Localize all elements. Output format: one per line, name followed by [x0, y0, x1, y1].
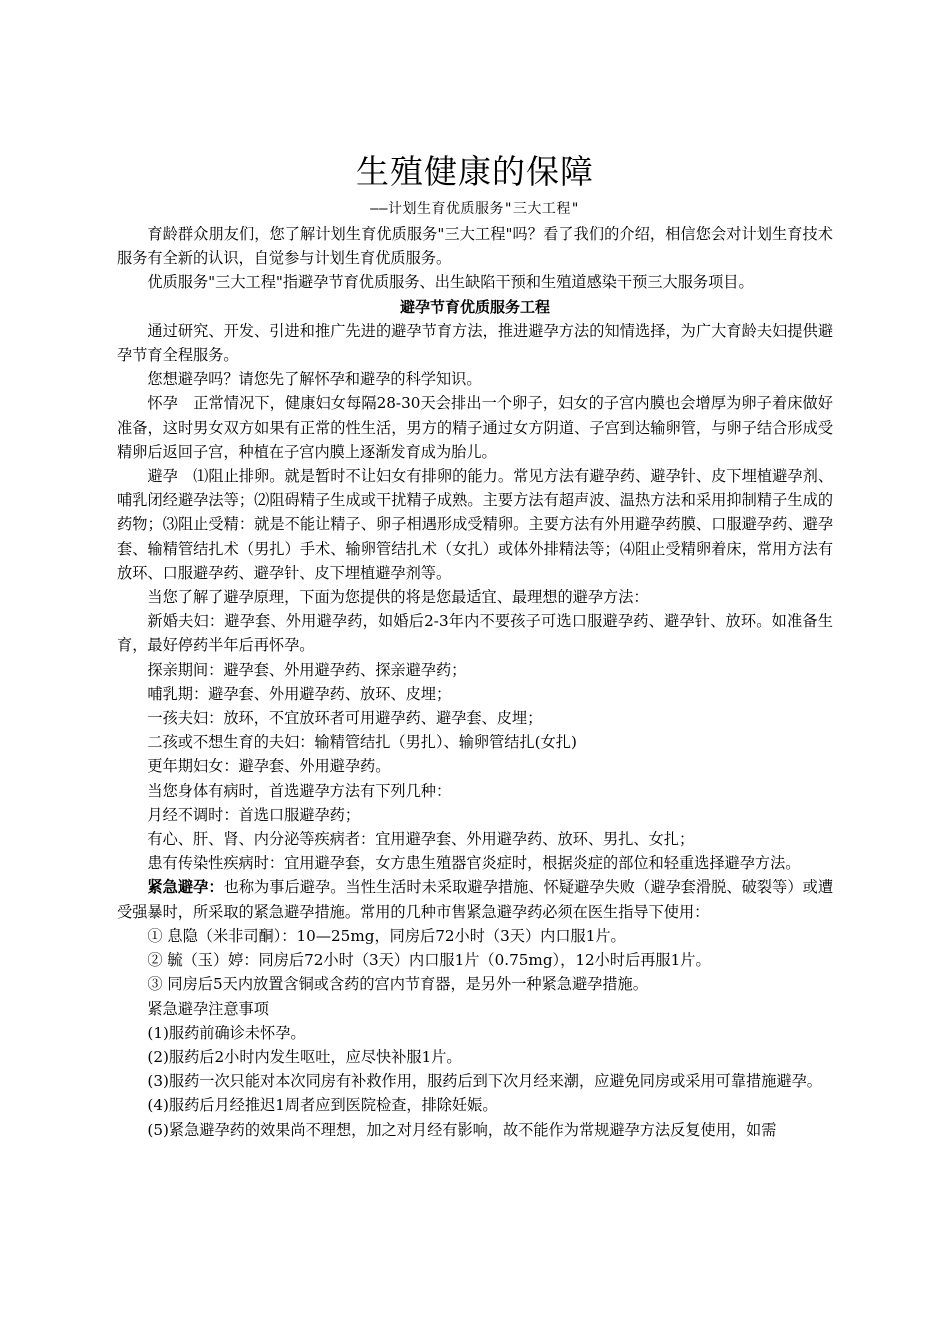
- page-subtitle: ——计划生育优质服务"三大工程": [370, 201, 580, 217]
- list-item: 一孩夫妇：放环，不宜放环者可用避孕药、避孕套、皮埋；: [147, 709, 543, 728]
- section-heading: 避孕节育优质服务工程: [399, 297, 550, 316]
- intro-paragraph: 育龄群众朋友们，您了解计划生育优质服务"三大工程"吗？看了我们的介绍，相信您会对计划生育技术服务有全新的认识，自觉参与计划生育优质服务。: [117, 225, 833, 268]
- list-item: 二孩或不想生育的夫妇：输精管结扎（男扎）、输卵管结扎(女扎): [147, 733, 577, 752]
- list-item: (3)服药一次只能对本次同房有补救作用，服药后到下次月经来潮，应避免同房或采用可靠措施避孕。: [147, 1072, 822, 1091]
- list-item: 月经不调时：首选口服避孕药；: [147, 805, 361, 824]
- list-item: 患有传染性疾病时：宜用避孕套，女方患生殖器官炎症时，根据炎症的部位和轻重选择避孕方法。: [147, 854, 801, 873]
- list-item: ① 息隐（米非司酮）：10—25mg，同房后72小时（3天）内口服1片。: [147, 926, 626, 945]
- body-paragraph: 避孕 ⑴阻止排卵。就是暂时不让妇女有排卵的能力。常见方法有避孕药、避孕针、皮下埋植避孕剂、哺乳闭经避孕法等；⑵阻碍精子生成或干扰精子成熟。主要方法有超声波、温热方法和采用抑制精子生成的药物；⑶阻止受精：就是不能让精子、卵子相遇形成受精卵。主要方法有外用避孕药膜、口服避孕药、避孕套、输精管结扎术（男扎）手术、输卵管结扎术（女扎）或体外排精法等；⑷阻止受精卵着床，常用方法有放环、口服避孕药、避孕针、皮下埋植避孕剂等。: [117, 467, 833, 582]
- list-item: 哺乳期：避孕套、外用避孕药、放环、皮埋；: [147, 684, 452, 703]
- list-item: (1)服药前确诊未怀孕。: [147, 1023, 306, 1042]
- list-item: (4)服药后月经推迟1周者应到医院检查，排除妊娠。: [147, 1096, 498, 1115]
- body-paragraph: 通过研究、开发、引进和推广先进的避孕节育方法，推进避孕方法的知情选择，为广大育龄夫妇提供避孕节育全程服务。: [117, 321, 833, 365]
- list-item: ③ 同房后5天内放置含铜或含药的宫内节育器，是另外一种紧急避孕措施。: [147, 975, 648, 994]
- emergency-contraception-paragraph: [117, 875, 833, 923]
- body-paragraph: 新婚夫妇：避孕套、外用避孕药，如婚后2-3年内不要孩子可选口服避孕药、避孕针、放环。如准备生育，最好停药半年后再怀孕。: [117, 612, 833, 655]
- body-paragraph: 怀孕 正常情况下，健康妇女每隔28-30天会排出一个卵子，妇女的子宫内膜也会增厚为卵子着床做好准备，这时男女双方如果有正常的性生活，男方的精子通过女方阴道、子宫到达输卵管，与卵子结合形成受精卵后返回子宫，种植在子宫内膜上逐渐发育成为胎儿。: [117, 394, 833, 461]
- list-item: (5)紧急避孕药的效果尚不理想，加之对月经有影响，故不能作为常规避孕方法反复使用，如需: [147, 1120, 777, 1139]
- emergency-contraception-label: 紧急避孕：: [147, 878, 224, 897]
- body-paragraph: 当您了解了避孕原理，下面为您提供的将是您最适宜、最理想的避孕方法：: [147, 588, 649, 607]
- subsection-heading: 紧急避孕注意事项: [147, 999, 269, 1018]
- emergency-contraception-text: 也称为事后避孕。当性生活时未采取避孕措施、怀疑避孕失败（避孕套滑脱、破裂等）或遭受强暴时，所采取的紧急避孕措施。常用的几种市售紧急避孕药必须在医生指导下使用：: [117, 878, 834, 921]
- list-item: 有心、肝、肾、内分泌等疾病者：宜用避孕套、外用避孕药、放环、男扎、女扎；: [147, 830, 695, 849]
- body-paragraph: 您想避孕吗？请您先了解怀孕和避孕的科学知识。: [147, 370, 482, 389]
- list-item: (2)服药后2小时内发生呕吐，应尽快补服1片。: [147, 1047, 462, 1066]
- document-body: [117, 222, 833, 1142]
- list-item: 探亲期间：避孕套、外用避孕药、探亲避孕药；: [147, 660, 467, 679]
- intro-paragraph: 优质服务"三大工程"指避孕节育优质服务、出生缺陷干预和生殖道感染干预三大服务项目。: [147, 273, 754, 292]
- list-item: ② 毓（玉）婷：同房后72小时（3天）内口服1片（0.75mg），12小时后再服1片。: [147, 951, 711, 970]
- body-paragraph: 当您身体有病时，首选避孕方法有下列几种：: [147, 781, 452, 800]
- page-title: 生殖健康的保障: [356, 152, 594, 191]
- list-item: 更年期妇女：避孕套、外用避孕药。: [147, 757, 391, 776]
